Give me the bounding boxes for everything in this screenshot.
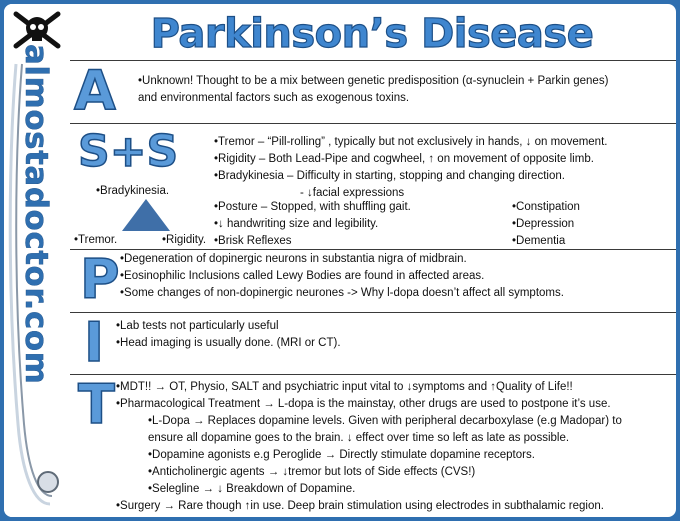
ss-line-7: •Brisk Reflexes <box>214 235 292 247</box>
section-pathophysiology <box>70 249 676 312</box>
triad-rigidity: •Rigidity. <box>162 234 207 246</box>
section-treatment <box>70 374 676 517</box>
ss-line-1: •Tremor – “Pill-rolling” , typically but not exclusively in hands, ↓ on movement. <box>214 136 608 148</box>
t-line-5: •Dopamine agonists e.g Peroglide → Directly stimulate dopamine receptors. <box>148 449 535 461</box>
section-letter-p: P <box>80 248 120 311</box>
triad-triangle-icon <box>122 199 170 231</box>
ss-line-2: •Rigidity – Both Lead-Pipe and cogwheel, ↑ on movement of opposite limb. <box>214 153 594 165</box>
ss-line-3: •Bradykinesia – Difficulty in starting, stopping and changing direction. <box>214 170 565 182</box>
section-letter-ss: S+S <box>78 126 179 177</box>
section-aetiology <box>70 60 676 123</box>
t-line-1: •MDT!! → OT, Physio, SALT and psychiatric input vital to ↓symptoms and ↑Quality of Life!! <box>116 381 573 393</box>
t-line-4: ensure all dopamine goes to the brain. ↓ effect over time so left as late as possible. <box>148 432 570 444</box>
ss-right-2: •Depression <box>512 218 575 230</box>
t-line-8: •Surgery → Rare though ↑in use. Deep brain stimulation using electrodes in subthalamic region. <box>116 500 604 512</box>
ss-line-4: - ↓facial expressions <box>300 187 405 199</box>
t-line-6: •Anticholinergic agents → ↓tremor but lots of Side effects (CVS!) <box>148 466 476 478</box>
ss-line-5: •Posture – Stopped, with shuffling gait. <box>214 201 411 213</box>
t-line-3: •L-Dopa → Replaces dopamine levels. Given with peripheral decarboxylase (e.g Madopar) to <box>148 415 622 427</box>
section-letter-a: A <box>74 59 116 122</box>
page-title: Parkinson’s Disease <box>150 11 594 57</box>
section-a-line-2: and environmental factors such as exogenous toxins. <box>138 92 410 104</box>
section-a-line-1: •Unknown! Thought to be a mix between genetic predisposition (α-synuclein + Parkin genes) <box>138 75 609 87</box>
t-line-7: •Selegline → ↓ Breakdown of Dopamine. <box>148 483 356 495</box>
section-letter-t: T <box>78 373 115 436</box>
ss-right-3: •Dementia <box>512 235 566 247</box>
section-letter-i: I <box>84 311 105 374</box>
p-line-1: •Degeneration of dopinergic neurons in substantia nigra of midbrain. <box>120 253 467 265</box>
ss-right-1: •Constipation <box>512 201 580 213</box>
p-line-3: •Some changes of non-dopinergic neurones -> Why l-dopa doesn’t affect all symptoms. <box>120 287 564 299</box>
triad-bradykinesia: •Bradykinesia. <box>96 185 170 197</box>
section-investigations <box>70 312 676 374</box>
p-line-2: •Eosinophilic Inclusions called Lewy Bodies are found in affected areas. <box>120 270 485 282</box>
triad-tremor: •Tremor. <box>74 234 118 246</box>
page-frame <box>4 4 676 517</box>
t-line-2: •Pharmacological Treatment → L-dopa is the mainstay, other drugs are used to postpone it’s use. <box>116 398 611 410</box>
brand-vertical-text: almostadoctor.com <box>18 44 54 385</box>
i-line-1: •Lab tests not particularly useful <box>116 320 279 332</box>
i-line-2: •Head imaging is usually done. (MRI or CT). <box>116 337 341 349</box>
sidebar <box>4 4 68 517</box>
ss-line-6: •↓ handwriting size and legibility. <box>214 218 379 230</box>
